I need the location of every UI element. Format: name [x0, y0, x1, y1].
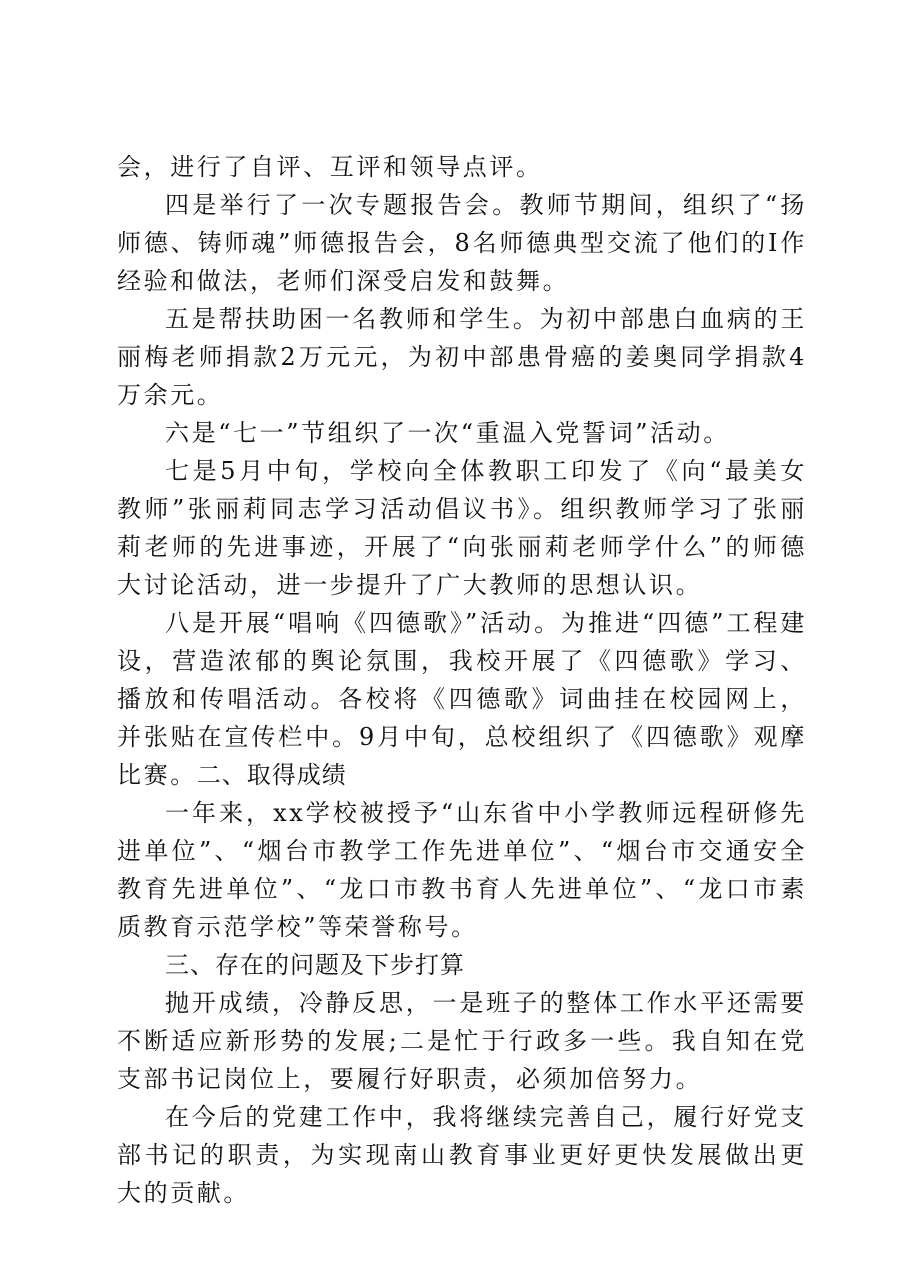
paragraph-item-four-report-meeting: 四是举行了一次专题报告会。教师节期间，组织了“扬师德、铸师魂”师德报告会，8名师德典型交流了他们的I作经验和做法，老师们深受启发和鼓舞。	[117, 191, 807, 295]
paragraph-item-five-assistance: 五是帮扶助困一名教师和学生。为初中部患白血病的王丽梅老师捐款2万元元，为初中部患骨癌的姜奥同学捐款4万余元。	[117, 305, 807, 409]
paragraph-item-eight-song	[117, 604, 807, 794]
paragraph-item-six-oath: 六是“七一”节组织了一次“重温入党誓词”活动。	[165, 419, 730, 447]
paragraph-achievements: 一年来，xx学校被授予“山东省中小学教师远程研修先进单位”、“烟台市教学工作先进单位”、“烟台市交通安全教育先进单位”、“龙口市教书育人先进单位”、“龙口市素质教育示范学校”等荣誉称号。	[117, 799, 807, 941]
paragraph-reflection: 抛开成绩，冷静反思，一是班子的整体工作水平还需要不断适应新形势的发展;二是忙于行政多一些。我自知在党支部书记岗位上，要履行好职责，必须加倍努力。	[117, 989, 807, 1093]
section-heading-problems-plans: 三、存在的问题及下步打算	[165, 951, 465, 979]
paragraph-item-seven-study: 七是5月中旬，学校向全体教职工印发了《向“最美女教师”张丽莉同志学习活动倡议书》。组织教师学习了张丽莉老师的先进事迹，开展了“向张丽莉老师学什么”的师德大讨论活动，进一步提升了广大教师的思想认识。	[117, 457, 807, 599]
section-heading-achievements: 二、取得成绩	[196, 761, 347, 789]
paragraph-future-work: 在今后的党建工作中，我将继续完善自己，履行好党支部书记的职责，为实现南山教育事业更好更快发展做出更大的贡献。	[117, 1103, 807, 1207]
document-body	[117, 148, 807, 1212]
paragraph-item-eight-text: 八是开展“唱响《四德歌》”活动。为推进“四德”工程建设，营造浓郁的舆论氛围，我校开展了《四德歌》学习、播放和传唱活动。各校将《四德歌》词曲挂在校园网上，并张贴在宣传栏中。9月中旬，总校组织了《四德歌》观摩比赛。	[117, 609, 807, 789]
paragraph-self-evaluation-end: 会，进行了自评、互评和领导点评。	[117, 153, 543, 181]
